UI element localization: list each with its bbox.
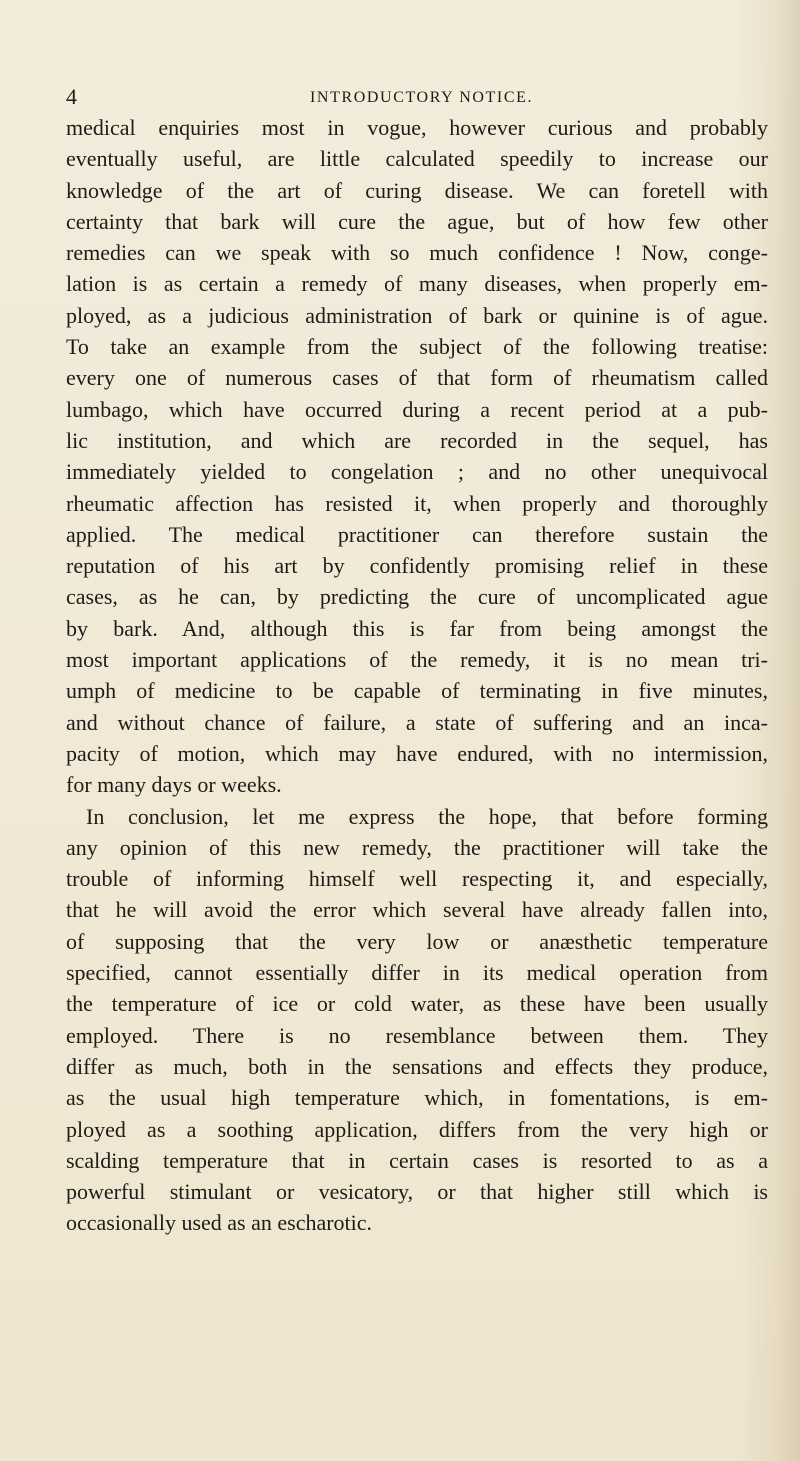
text-line: lation is as certain a remedy of many diseases, when properly em- [66, 271, 768, 297]
text-line: trouble of informing himself well respecting it, and especially, [66, 866, 768, 892]
text-line: rheumatic affection has resisted it, when properly and thoroughly [66, 490, 768, 516]
page-number: 4 [66, 84, 77, 109]
text-line: ployed as a soothing application, differs from the very high or [66, 1116, 768, 1142]
text-line: as the usual high temperature which, in fomentations, is em- [66, 1085, 768, 1111]
text-line: powerful stimulant or vesicatory, or that higher still which is [66, 1179, 768, 1205]
text-line: scalding temperature that in certain cases is resorted to as a [66, 1147, 768, 1173]
text-line: knowledge of the art of curing disease. We can foretell with [66, 177, 768, 203]
text-line: applied. The medical practitioner can therefore sustain the [66, 521, 768, 547]
text-line: by bark. And, although this is far from being amongst the [66, 615, 768, 641]
text-line: every one of numerous cases of that form of rheumatism called [66, 365, 768, 391]
text-line: specified, cannot essentially differ in its medical operation from [66, 960, 768, 986]
text-line: of supposing that the very low or anæsthetic temperature [66, 928, 768, 954]
text-line: cases, as he can, by predicting the cure of uncomplicated ague [66, 584, 768, 610]
text-line: differ as much, both in the sensations and effects they produce, [66, 1053, 768, 1079]
text-line: employed. There is no resemblance between them. They [66, 1022, 768, 1048]
text-line: immediately yielded to congelation ; and no other unequivocal [66, 459, 768, 485]
text-line: that he will avoid the error which several have already fallen into, [66, 897, 768, 923]
paragraph [66, 112, 768, 801]
text-line: reputation of his art by confidently promising relief in these [66, 553, 768, 579]
text-line: occasionally used as an escharotic. [66, 1210, 373, 1236]
body-text [66, 112, 768, 1239]
text-line: eventually useful, are little calculated speedily to increase our [66, 146, 768, 172]
running-head: INTRODUCTORY NOTICE. [310, 89, 534, 106]
text-line: lic institution, and which are recorded in the sequel, has [66, 427, 768, 453]
text-line: ployed, as a judicious administration of bark or quinine is of ague. [66, 302, 768, 328]
text-line: remedies can we speak with so much confidence ! Now, conge- [66, 240, 768, 266]
text-line: lumbago, which have occurred during a recent period at a pub- [66, 396, 768, 422]
text-line: and without chance of failure, a state of suffering and an inca- [66, 709, 768, 735]
text-line: To take an example from the subject of the following treatise: [66, 334, 768, 360]
text-line: for many days or weeks. [66, 772, 282, 798]
text-line: the temperature of ice or cold water, as these have been usually [66, 991, 768, 1017]
text-line: pacity of motion, which may have endured, with no intermission, [66, 740, 768, 766]
text-line: most important applications of the remedy, it is no mean tri- [66, 647, 768, 673]
page-header [66, 84, 768, 110]
paragraph [66, 801, 768, 1239]
text-line: certainty that bark will cure the ague, but of how few other [66, 208, 768, 234]
text-line: umph of medicine to be capable of terminating in five minutes, [66, 678, 768, 704]
text-line: medical enquiries most in vogue, however curious and probably [66, 115, 768, 140]
text-line: any opinion of this new remedy, the practitioner will take the [66, 834, 768, 860]
text-line: In conclusion, let me express the hope, that before forming [86, 803, 768, 829]
